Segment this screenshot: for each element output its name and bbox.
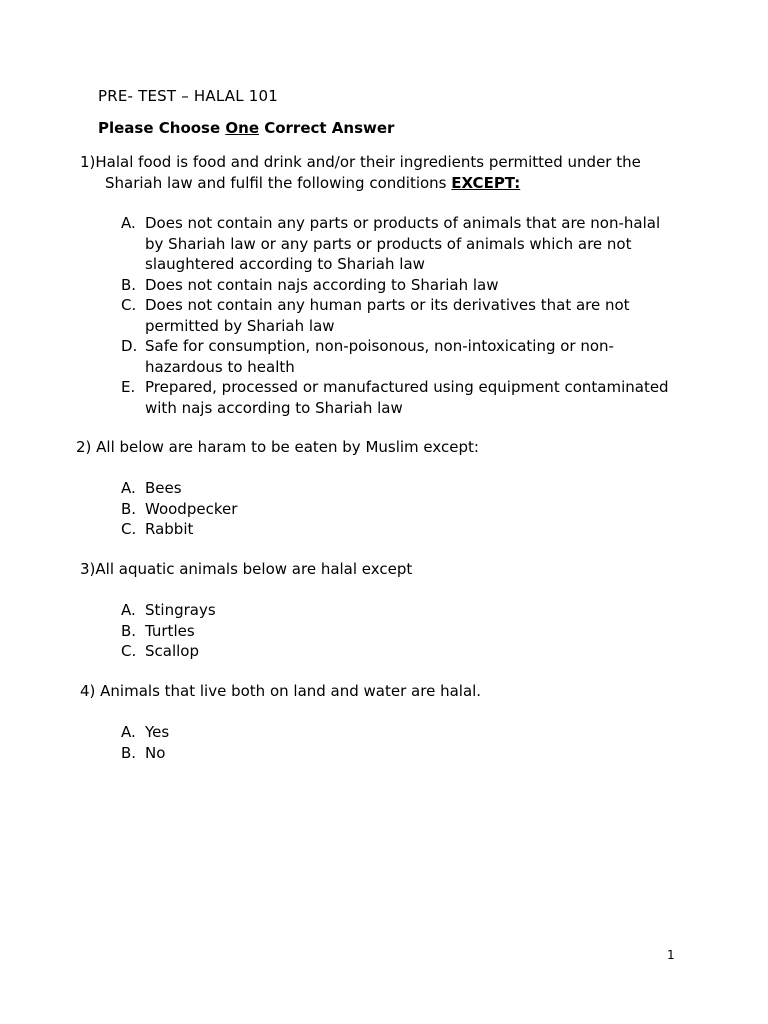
instruction-emphasis: One [225, 119, 259, 137]
question-2: 2) All below are haram to be eaten by Muslim except: [76, 438, 479, 456]
instruction-suffix: Correct Answer [259, 119, 395, 137]
question-1-line-2-text: Shariah law and fulfil the following conditions [105, 174, 452, 192]
question-3: 3)All aquatic animals below are halal except [80, 560, 413, 578]
question-1-line-1: 1)Halal food is food and drink and/or their ingredients permitted under the [80, 153, 641, 171]
option-letter: B. [121, 743, 137, 762]
option-item [121, 621, 681, 642]
option-text: Bees [145, 479, 182, 497]
question-1-line-2 [80, 173, 680, 194]
option-item [121, 213, 681, 275]
question-4-options [121, 722, 681, 763]
option-letter: A. [121, 601, 136, 619]
option-letter: A. [121, 723, 136, 741]
option-letter: E. [121, 378, 136, 396]
option-letter: B. [121, 275, 137, 294]
question-1-options [121, 213, 681, 418]
option-text: Prepared, processed or manufactured using equipment contaminated with najs according to Shariah law [145, 378, 669, 417]
option-letter: B. [121, 621, 137, 640]
question-2-options [121, 478, 681, 540]
instruction-text [98, 119, 394, 137]
option-text: No [145, 743, 166, 762]
option-letter: C. [121, 642, 137, 660]
question-1-except-emphasis: EXCEPT: [451, 174, 521, 192]
option-text: Woodpecker [145, 499, 238, 518]
question-4: 4) Animals that live both on land and water are halal. [80, 682, 482, 700]
option-item [121, 600, 681, 621]
option-letter: C. [121, 520, 137, 538]
option-text: Stingrays [145, 601, 216, 619]
option-text: Does not contain any human parts or its derivatives that are not permitted by Shariah law [145, 296, 630, 335]
option-letter: A. [121, 479, 136, 497]
question-3-options [121, 600, 681, 662]
document-title: PRE- TEST – HALAL 101 [98, 87, 278, 105]
option-text: Safe for consumption, non-poisonous, non-intoxicating or non-hazardous to health [145, 337, 614, 376]
option-text: Does not contain any parts or products of animals that are non-halal by Shariah law or any parts or products of animals which are not slaughtered according to Shariah law [145, 214, 661, 273]
option-letter: A. [121, 214, 136, 232]
option-item [121, 743, 681, 764]
option-item [121, 377, 681, 418]
option-item [121, 275, 681, 296]
option-text: Scallop [145, 642, 199, 660]
option-item [121, 295, 681, 336]
page-number: 1 [667, 948, 675, 962]
option-item [121, 478, 681, 499]
instruction-prefix: Please Choose [98, 119, 226, 137]
option-letter: B. [121, 499, 137, 518]
option-item [121, 336, 681, 377]
option-text: Rabbit [145, 520, 194, 538]
option-text: Yes [145, 723, 170, 741]
question-1 [80, 152, 680, 194]
option-item [121, 499, 681, 520]
option-text: Does not contain najs according to Shariah law [145, 275, 499, 294]
option-item [121, 722, 681, 743]
option-item [121, 519, 681, 540]
option-text: Turtles [145, 621, 195, 640]
option-letter: C. [121, 296, 137, 314]
option-letter: D. [121, 337, 138, 355]
option-item [121, 641, 681, 662]
